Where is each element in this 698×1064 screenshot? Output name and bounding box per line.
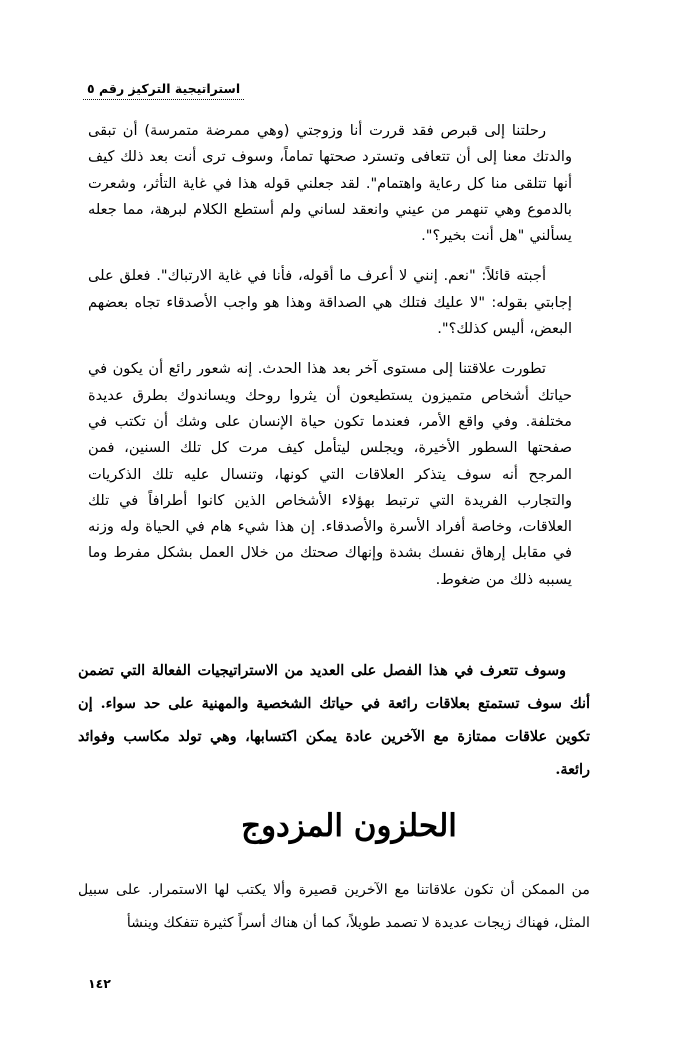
section-heading-block <box>88 806 610 846</box>
running-header-rule <box>83 81 244 100</box>
page-footer <box>88 973 610 992</box>
emphasis-text-block <box>78 654 590 786</box>
section-paragraph: من الممكن أن تكون علاقاتنا مع الآخرين قصيرة وألا يكتب لها الاستمرار. على سبيل المثل، فهناك زيجات عديدة لا تصمد طويلاً، كما أن هناك أسراً كثيرة تتفكك وينشأ <box>78 882 590 931</box>
page-number: ١٤٢ <box>88 976 111 991</box>
paragraph: أجبته قائلاً: "نعم. إنني لا أعرف ما أقوله، فأنا في غاية الارتباك". فعلق على إجابتي بقوله: "لا عليك فتلك هي الصداقة وهذا هو واجب الأصدقاء تجاه بعضهم البعض، أليس كذلك؟". <box>88 267 572 338</box>
running-header-title: استراتيجية التركيز رقم ٥ <box>87 81 241 96</box>
section-body-block <box>78 874 590 940</box>
body-text-block <box>88 118 572 607</box>
paragraph: تطورت علاقتنا إلى مستوى آخر بعد هذا الحدث. إنه شعور رائع أن يكون في حياتك أشخاص متميزون يستطيعون أن يثروا روحك ويساندوك بطرق عديدة مختلفة. وفي واقع الأمر، فعندما تكون حياة الإنسان على وشك أن تكتب في صفحتها السطور الأخيرة، ويجلس ليتأمل كيف مرت كل تلك السنين، فمن المرجح أنه سوف يتذكر العلاقات التي كونها، وتنسال عليه تلك الذكريات والتجارب الفريدة التي ترتبط بهؤلاء الأشخاص الذين كانوا أطرافاً في تلك العلاقات، وخاصة أفراد الأسرة والأصدقاء. إن هذا شيء هام في الحياة وله وزنه في مقابل إرهاق نفسك بشدة وإنهاك صحتك من خلال العمل بشكل مفرط وما يسببه ذلك من ضغوط. <box>88 360 572 588</box>
paragraph: رحلتنا إلى قبرص فقد قررت أنا وزوجتي (وهي ممرضة متمرسة) أن تبقى والدتك معنا إلى أن تتعافى وتسترد صحتها تماماً، وسوف ترى أنت بعد ذلك كيف أنها تتلقى منا كل رعاية واهتمام". لقد جعلني قوله هذا في غاية التأثر، وشعرت بالدموع وهي تنهمر من عيني وانعقد لساني ولم أستطع الكلام لبرهة، مما جعله يسألني "هل أنت بخير؟". <box>88 122 572 245</box>
emphasis-paragraph: وسوف تتعرف في هذا الفصل على العديد من الاستراتيجيات الفعالة التي تضمن أنك سوف تستمتع بعلاقات رائعة في حياتك الشخصية والمهنية على حد سواء. إن تكوين علاقات ممتازة مع الآخرين عادة يمكن اكتسابها، وهي تولد مكاسب وفوائد رائعة. <box>78 662 590 778</box>
running-header <box>83 78 615 100</box>
section-heading-title: الحلزون المزدوج <box>241 808 457 844</box>
